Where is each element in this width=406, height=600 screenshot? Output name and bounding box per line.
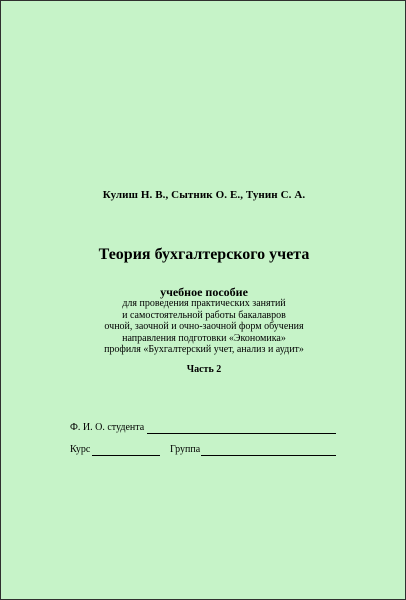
student-name-label: Ф. И. О. студента	[70, 422, 145, 433]
group-label: Группа	[170, 444, 201, 455]
description-line: профиля «Бухгалтерский учет, анализ и аудит»	[104, 344, 304, 355]
book-subtitle: учебное пособие	[160, 285, 248, 299]
course-label: Курс	[70, 444, 91, 455]
student-name-line[interactable]	[147, 433, 336, 434]
description-line: направления подготовки «Экономика»	[122, 332, 286, 344]
course-line[interactable]	[92, 455, 160, 456]
book-title: Теория бухгалтерского учета	[98, 246, 310, 263]
part-number: Часть 2	[186, 364, 222, 375]
group-line[interactable]	[201, 455, 336, 456]
description-line: и самостоятельной работы бакалавров	[122, 309, 286, 321]
authors: Кулиш Н. В., Сытник О. Е., Тунин С. А.	[102, 189, 306, 201]
book-description	[1, 298, 406, 356]
description-line: очной, заочной и очно-заочной форм обучения	[104, 321, 304, 332]
description-line: для проведения практических занятий	[122, 298, 286, 309]
